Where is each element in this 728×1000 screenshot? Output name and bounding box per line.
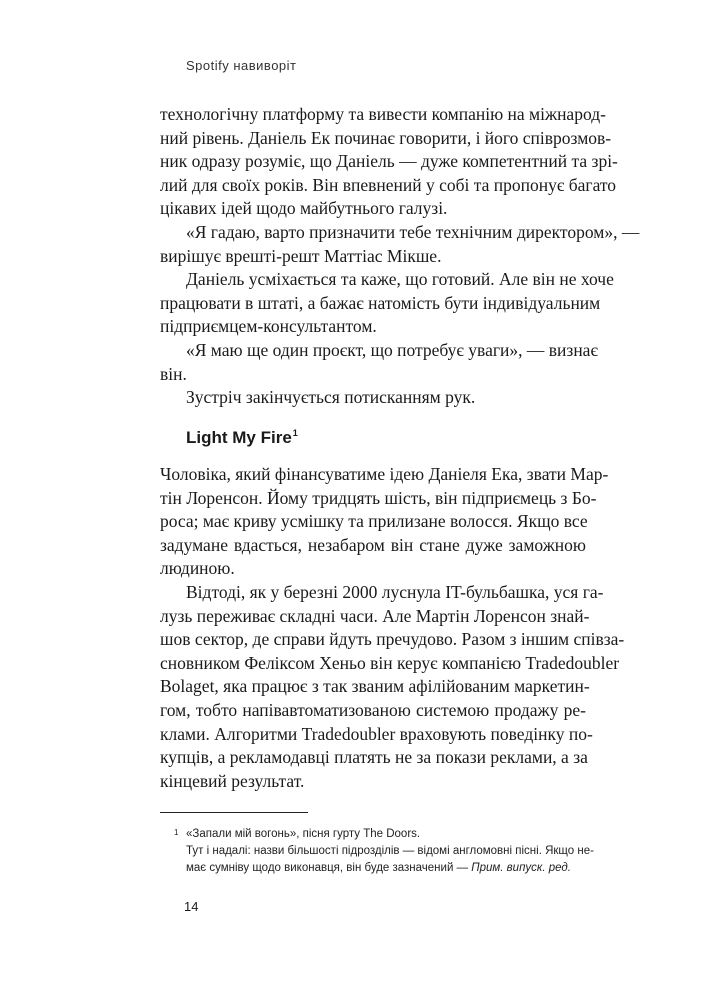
text-line: Bolaget, яка працює з так званим афілійованим маркетин- (160, 676, 590, 697)
text-line: кінцевий результат. (160, 770, 305, 791)
footnote (174, 826, 594, 877)
footnote-line (186, 860, 586, 877)
body-text-block-1 (160, 103, 640, 410)
text-line: гом, тобто напівавтоматизованою системою продажу ре- (160, 699, 586, 720)
section-heading-title: Light My Fire (186, 428, 292, 447)
text-line: «Я гадаю, варто призначити тебе технічним директором», — (186, 221, 640, 242)
footnote-line: «Запали мій вогонь», пісня гурту The Doors. (186, 828, 421, 840)
footnote-line-text: має сумніву щодо виконавця, він буде зазначений — (186, 862, 472, 874)
text-line: «Я маю ще один проєкт, що потребує уваги», — визнає (186, 339, 598, 360)
text-line: підприємцем-консультантом. (160, 316, 377, 337)
footnote-line: Тут і надалі: назви більшості підрозділів — відомі англомовні пісні. Якщо не- (186, 845, 594, 857)
text-line: технологічну платформу та вивести компанію на міжнарод- (160, 104, 606, 124)
body-text-block-2 (160, 463, 625, 793)
text-line: купців, а рекламодавці платять не за покази реклами, а за (160, 747, 588, 768)
text-line: лий для своїх років. Він впевнений у собі та пропонує багато (160, 174, 617, 195)
text-line: тін Лоренсон. Йому тридцять шість, він підприємець з Бо- (160, 487, 597, 508)
text-line: сновником Феліксом Хеньо він керує компанією Tradedoubler (160, 652, 620, 673)
section-heading (186, 428, 298, 448)
text-line: Зустріч закінчується потисканням рук. (186, 387, 476, 408)
text-line: ний рівень. Даніель Ек починає говорити, і його співрозмов- (160, 127, 612, 148)
page-number: 14 (184, 899, 199, 914)
text-line: роса; має криву усмішку та прилизане волосся. Якщо все (160, 511, 588, 532)
footnote-mark: 1 (174, 828, 179, 837)
text-line: задумане вдасться, незабаром він стане дуже заможною (160, 534, 586, 555)
footnote-divider (160, 812, 308, 813)
text-line: Даніель усміхається та каже, що готовий. Але він не хоче (186, 269, 614, 290)
text-line: він. (160, 363, 187, 384)
text-line: Чоловіка, який фінансуватиме ідею Даніеля Ека, звати Мар- (160, 464, 609, 484)
text-line: цікавих ідей щодо майбутнього галузі. (160, 198, 448, 219)
text-line: працювати в штаті, а бажає натомість бути індивідуальним (160, 292, 601, 313)
text-line: ник одразу розуміє, що Даніель — дуже компетентний та зрі- (160, 151, 618, 172)
text-line: клами. Алгоритми Tradedoubler враховують поведінку по- (160, 723, 593, 744)
text-line: лузь переживає складні часи. Але Мартін Лоренсон знай- (160, 605, 590, 626)
text-line: шов сектор, де справи йдуть пречудово. Разом з іншим співза- (160, 629, 625, 650)
running-head: Spotify навиворіт (186, 58, 297, 73)
footnote-reference: 1 (292, 428, 298, 438)
text-line: вирішує врешті-решт Маттіас Мікше. (160, 245, 442, 266)
text-line: людиною. (160, 558, 235, 579)
text-line: Відтоді, як у березні 2000 луснула IT-бульбашка, уся га- (186, 581, 604, 602)
editor-note: Прим. випуск. ред. (471, 862, 571, 874)
